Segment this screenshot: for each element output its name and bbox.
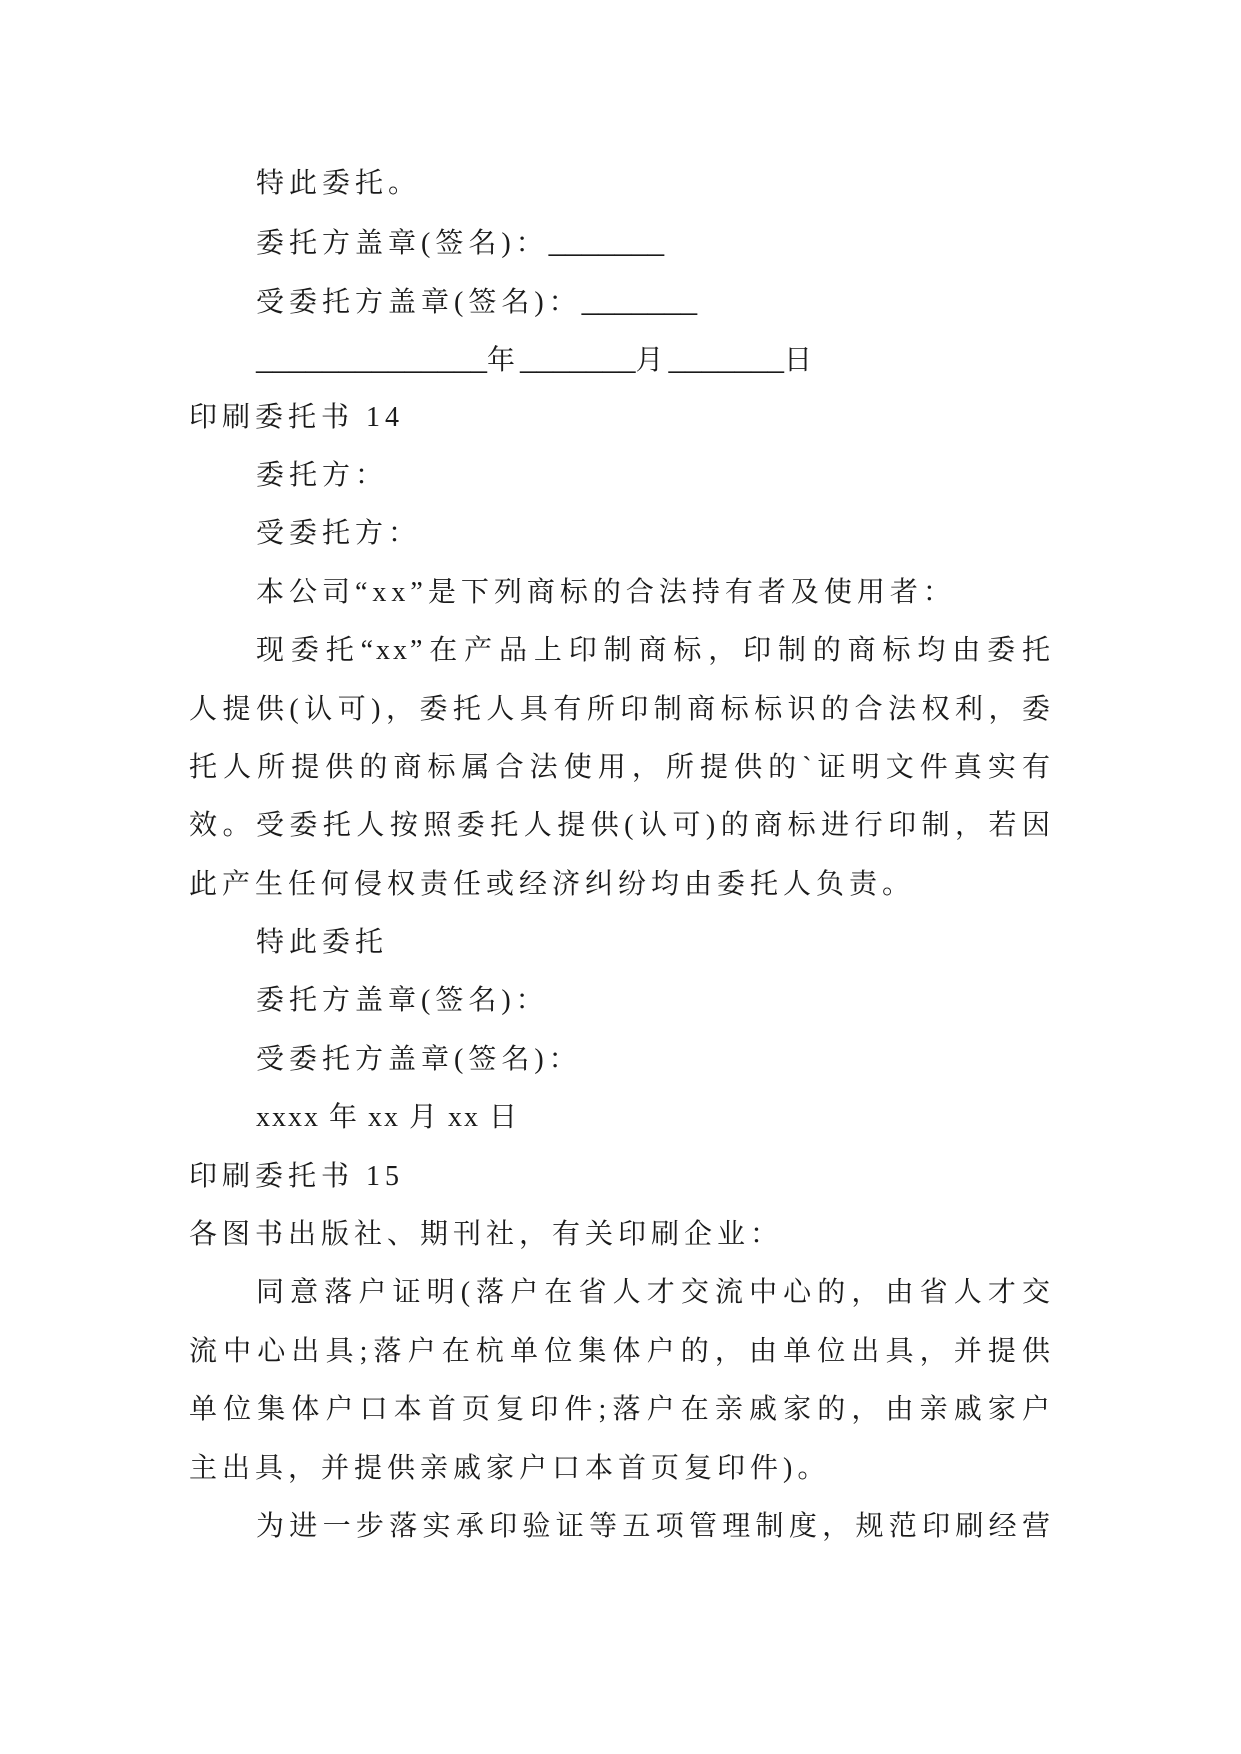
body-line: 此产生任何侵权责任或经济纠纷均由委托人负责。 — [189, 868, 916, 900]
date-line: xxxx 年 xx 月 xx 日 — [256, 1102, 520, 1134]
day-blank: _______ — [668, 341, 785, 378]
agent-signature-line: 受委托方盖章(签名)： — [256, 1043, 582, 1075]
body-line: 托人所提供的商标属合法使用，所提供的`证明文件真实有 — [189, 751, 1053, 783]
paragraph-line: 为进一步落实承印验证等五项管理制度，规范印刷经营 — [256, 1510, 1053, 1542]
agent-line: 受委托方： — [256, 518, 422, 550]
paragraph-line: 流中心出具;落户在杭单位集体户的，由单位出具，并提供 — [189, 1335, 1053, 1367]
day-label: 日 — [784, 345, 818, 377]
year-blank: ______________ — [256, 341, 487, 378]
body-line: 效。受委托人按照委托人提供(认可)的商标进行印制，若因 — [189, 810, 1053, 842]
month-blank: _______ — [520, 341, 636, 378]
principal-line: 委托方： — [256, 459, 389, 491]
principal-signature-label: 委托方盖章(签名)： — [256, 228, 549, 260]
letter-15-title: 印刷委托书 15 — [189, 1160, 405, 1192]
letter-14-title: 印刷委托书 14 — [189, 401, 405, 433]
body-line: 人提供(认可)，委托人具有所印制商标标识的合法权利，委 — [189, 693, 1053, 725]
paragraph-line: 同意落户证明(落户在省人才交流中心的，由省人才交 — [256, 1277, 1053, 1309]
date-line — [189, 330, 1053, 388]
month-label: 月 — [635, 345, 669, 377]
agent-signature-line — [189, 272, 1053, 330]
agent-signature-label: 受委托方盖章(签名)： — [256, 286, 582, 318]
document-text — [189, 155, 1053, 1556]
body-line: 现委托“xx”在产品上印制商标，印制的商标均由委托 — [256, 635, 1053, 667]
paragraph-line: 主出具，并提供亲戚家户口本首页复印件)。 — [189, 1452, 831, 1484]
trademark-statement: 本公司“xx”是下列商标的合法持有者及使用者： — [256, 576, 956, 608]
agent-signature-blank: _______ — [581, 282, 698, 319]
paragraph-line: 单位集体户口本首页复印件;落户在亲戚家的，由亲戚家户 — [189, 1394, 1053, 1426]
year-label: 年 — [487, 345, 521, 377]
principal-signature-line — [189, 213, 1053, 271]
principal-signature-blank: _______ — [548, 224, 665, 261]
closing-line: 特此委托。 — [256, 168, 422, 199]
principal-signature-line: 委托方盖章(签名)： — [256, 985, 549, 1017]
salutation: 各图书出版社、期刊社，有关印刷企业： — [189, 1219, 784, 1251]
closing-line: 特此委托 — [256, 927, 389, 959]
